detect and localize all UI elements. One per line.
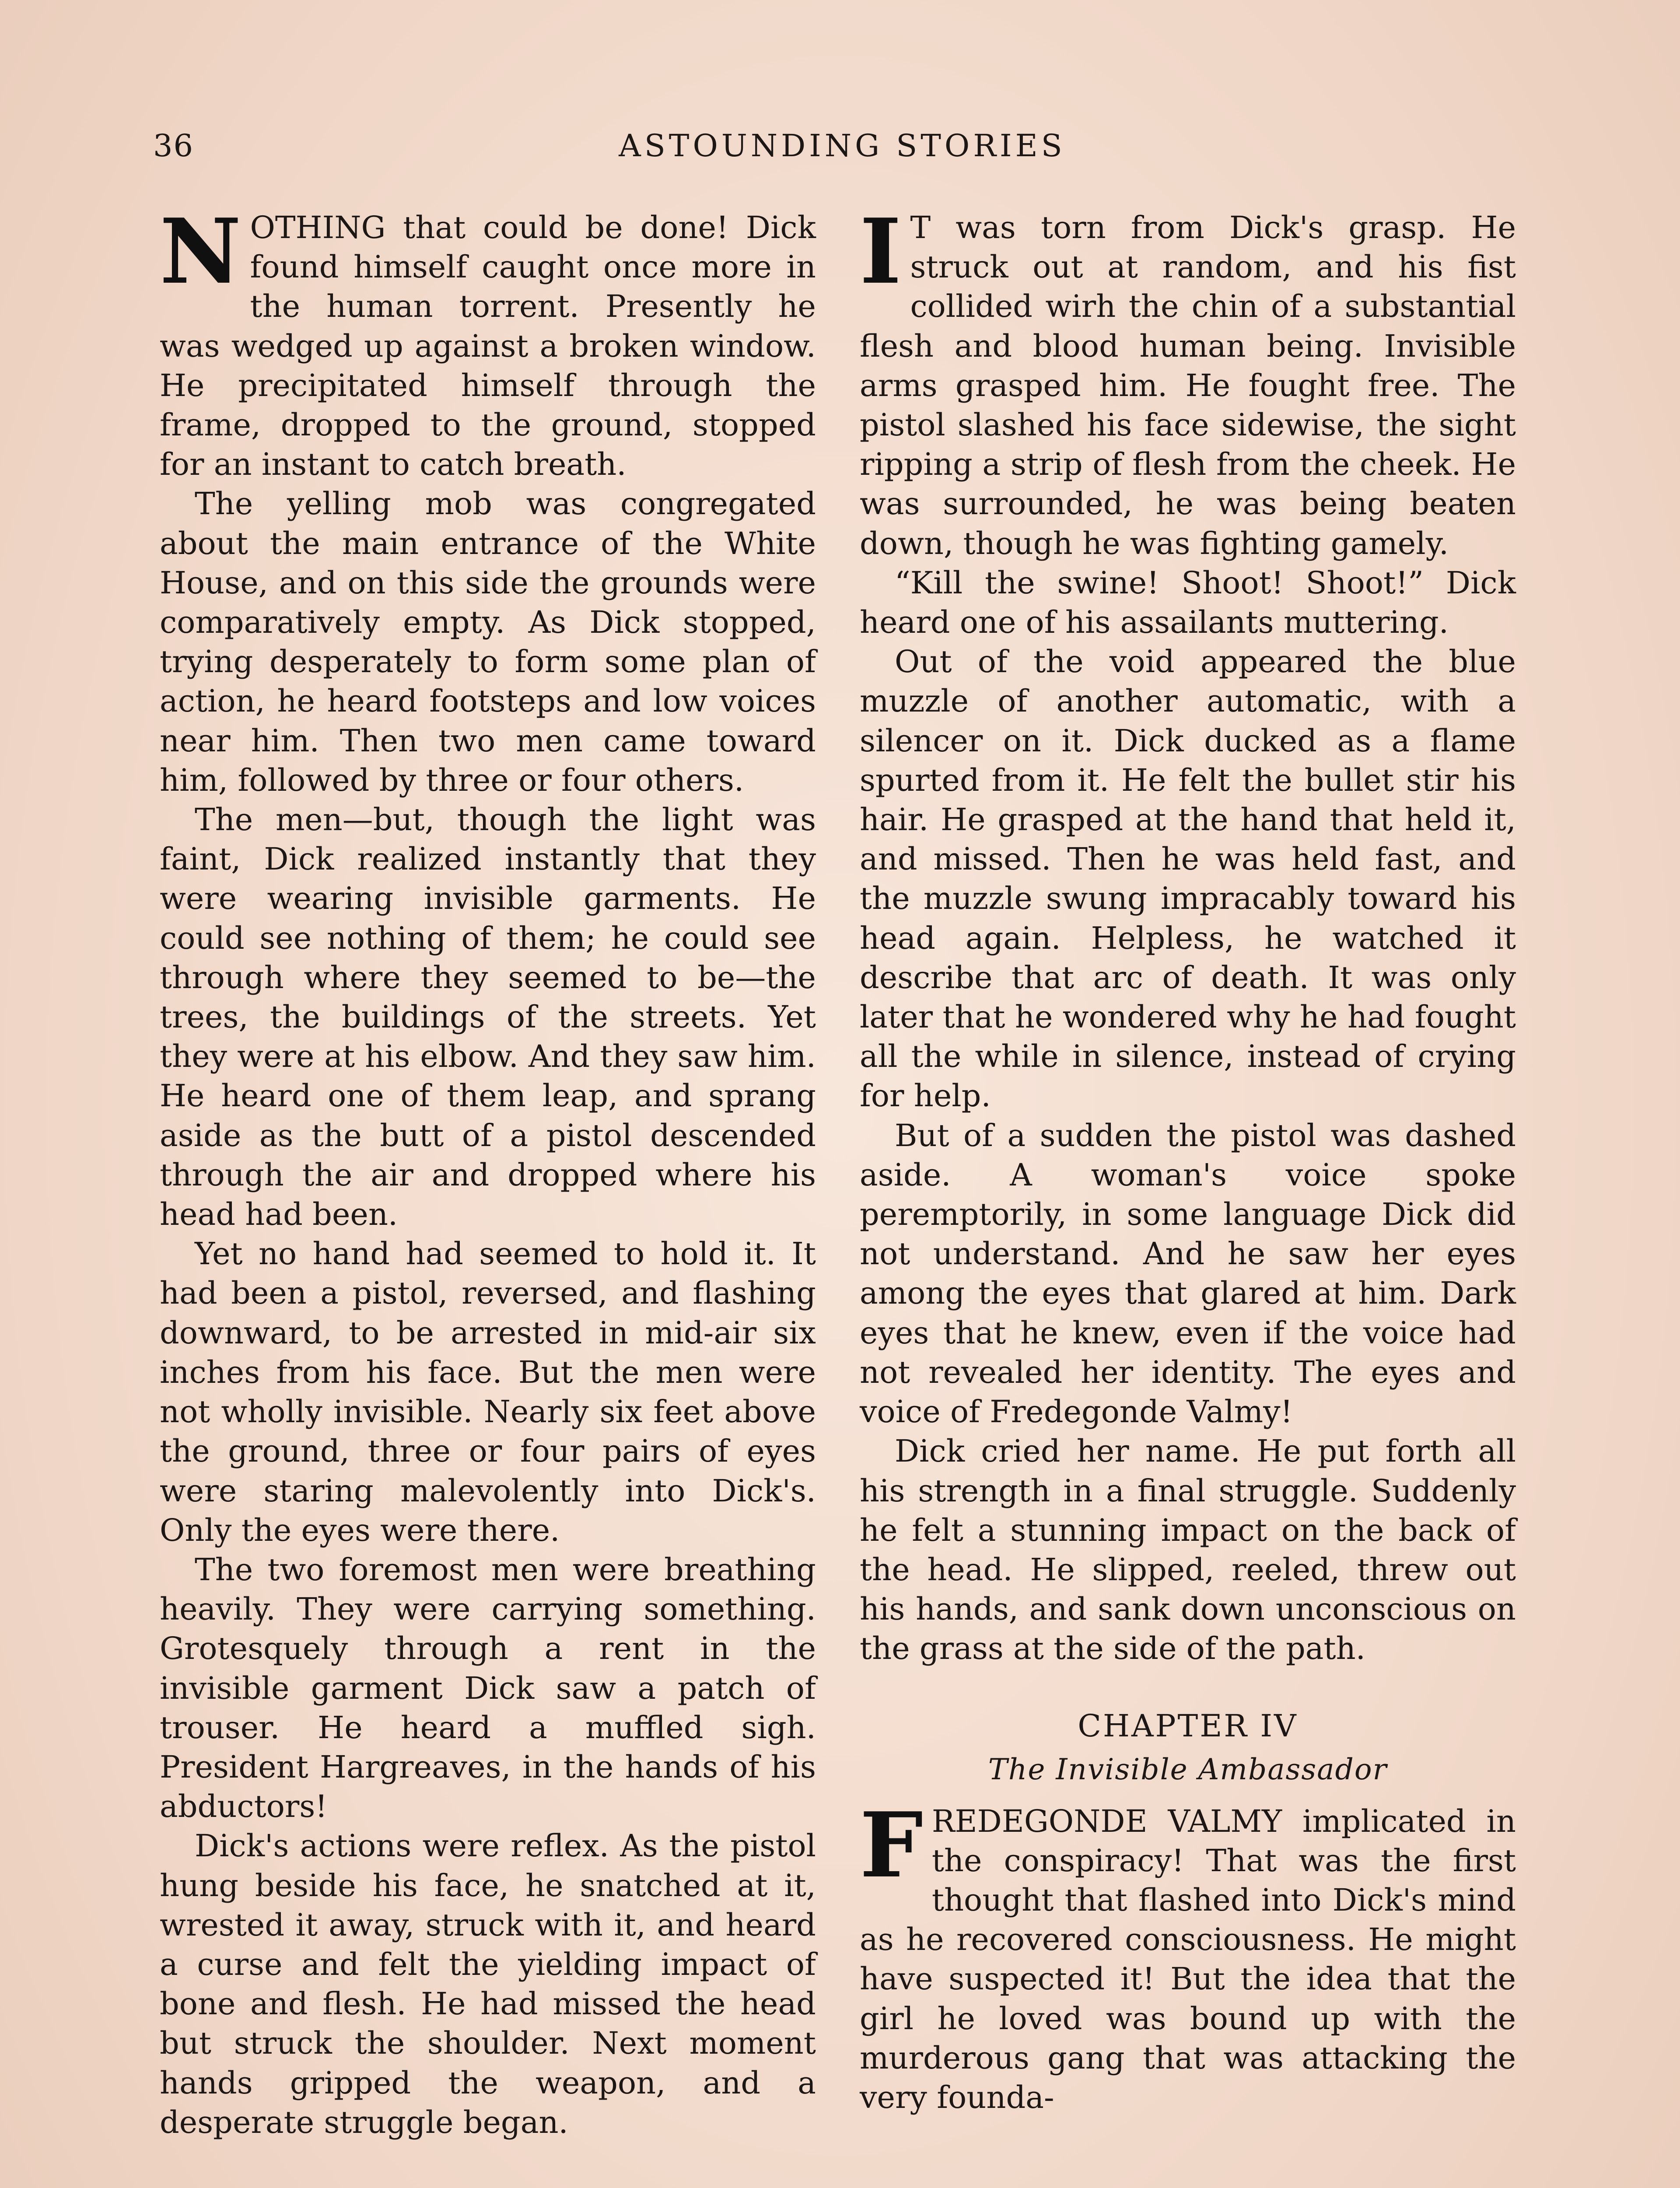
paragraph: “Kill the swine! Shoot! Shoot!” Dick heard one of his assailants muttering. <box>860 565 1516 641</box>
page-number: 36 <box>153 128 194 164</box>
drop-cap: F <box>860 1792 923 1898</box>
running-head: ASTOUNDING STORIES <box>619 128 1066 164</box>
paragraph: Dick cried her name. He put forth all his strength in a final struggle. Suddenly he felt a stunning impact on the back of the head. He slipped, reeled, threw out his hands, and sank down unconscious on the grass at the side of the path. <box>860 1433 1516 1667</box>
paragraph: The yelling mob was congregated about the main entrance of the White House, and on this side the grounds were comparatively empty. As Dick stopped, trying desperately to form some plan of action, he heard footsteps and low voices near him. Then two men came toward him, followed by three or four others. <box>160 486 816 798</box>
page-header <box>153 128 1531 176</box>
paragraph: The men—but, though the light was faint, Dick realized instantly that they were wearing invisible garments. He could see nothing of them; he could see through where they seemed to be—the trees, the buildings of the streets. Yet they were at his elbow. And they saw him. He heard one of them leap, and sprang aside as the butt of a pistol descended through the air and dropped where his head had been. <box>160 802 816 1233</box>
paragraph: Dick's actions were reflex. As the pistol hung beside his face, he snatched at it, wrested it away, struck with it, and heard a curse and felt the yielding impact of bone and flesh. He had missed the head but struck the shoulder. Next moment hands gripped the weapon, and a desperate struggle began. <box>160 1828 816 2140</box>
paragraph-text: OTHING that could be done! Dick found himself caught once more in the human torrent. Presently he was wedged up against a broken window. He precipitated himself through the frame, dropped to the ground, stopped for an instant to catch breath. <box>160 210 816 483</box>
paragraph: Yet no hand had seemed to hold it. It had been a pistol, reversed, and flashing downward, to be arrested in mid-air six inches from his face. But the men were not wholly invisible. Nearly six feet above the ground, three or four pairs of eyes were staring malevolently into Dick's. Only the eyes were there. <box>160 1236 816 1548</box>
drop-cap: N <box>160 199 242 304</box>
paragraph <box>860 199 1516 563</box>
paragraph: Out of the void appeared the blue muzzle of another automatic, with a silencer on it. Dick ducked as a flame spurted from it. He felt the bullet stir his hair. He grasped at the hand that held it, and missed. Then he was held fast, and the muzzle swung impracably toward his head again. Helpless, he watched it describe that arc of death. It was only later that he wondered why he had fought all the while in silence, instead of crying for help. <box>860 644 1516 1114</box>
paragraph-text: REDEGONDE VALMY implicated in the conspiracy! That was the first thought that flashed into Dick's mind as he recovered consciousness. He might have suspected it! But the idea that the girl he loved was bound up with the murderous gang that was attacking the very founda- <box>860 1803 1516 2115</box>
left-column <box>160 199 816 2142</box>
chapter-subtitle: The Invisible Ambassador <box>988 1752 1388 1786</box>
chapter-heading: CHAPTER IV <box>1078 1708 1298 1744</box>
paragraph-text: T was torn from Dick's grasp. He struck out at random, and his fist collided wirh the chin of a substantial flesh and blood human being. Invisible arms grasped him. He fought free. The pistol slashed his face sidewise, the sight ripping a strip of flesh from the cheek. He was surrounded, he was being beaten down, though he was fighting gamely. <box>860 210 1516 561</box>
paragraph: But of a sudden the pistol was dashed aside. A woman's voice spoke peremptorily, in some language Dick did not understand. And he saw her eyes among the eyes that glared at him. Dark eyes that he knew, even if the voice had not revealed her identity. The eyes and voice of Fredegonde Valmy! <box>860 1117 1516 1430</box>
paragraph <box>160 199 816 484</box>
paragraph <box>860 1792 1516 2118</box>
drop-cap: I <box>860 199 902 304</box>
right-column <box>860 199 1516 2117</box>
paragraph: The two foremost men were breathing heavily. They were carrying something. Grotesquely through a rent in the invisible garment Dick saw a patch of trouser. He heard a muffled sigh. President Hargreaves, in the hands of his abductors! <box>160 1551 816 1825</box>
